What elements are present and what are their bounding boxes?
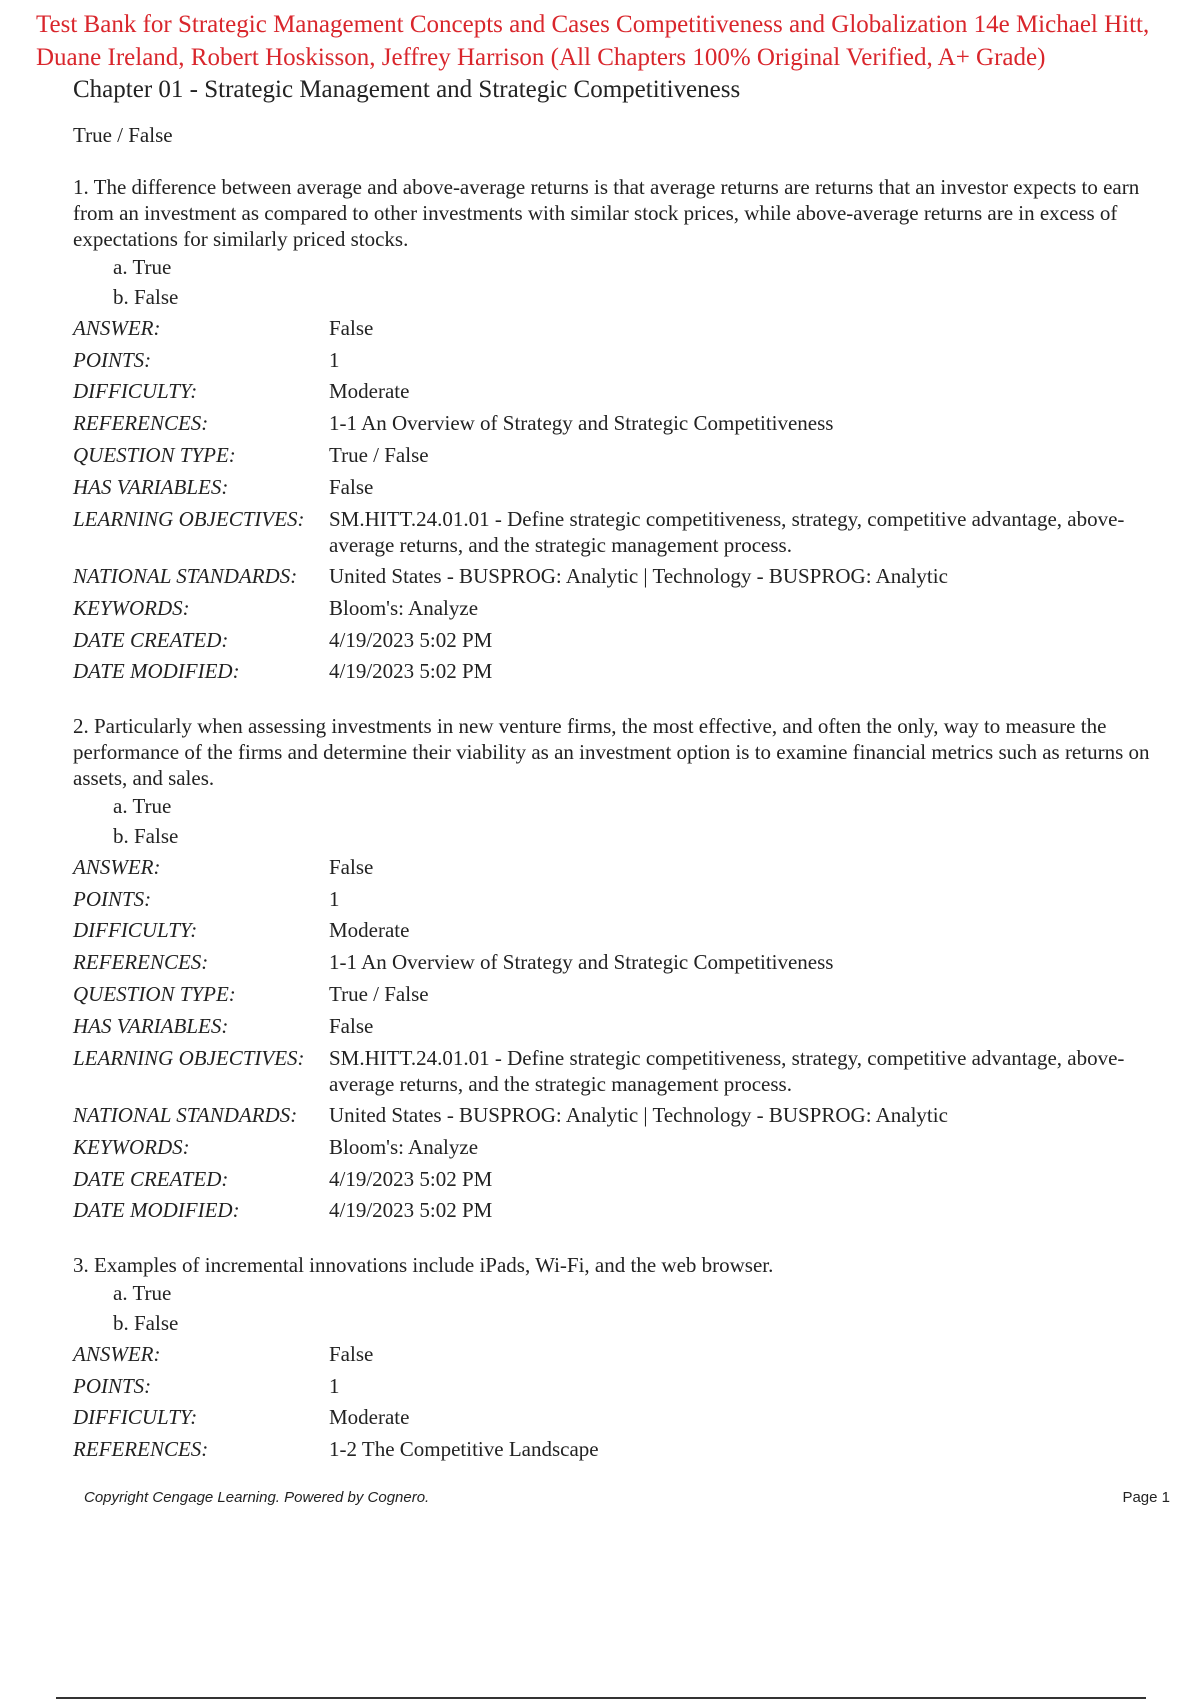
- meta-row-question-type: [73, 440, 1159, 472]
- meta-row-date-created: [73, 1164, 1159, 1196]
- meta-row-has-variables: [73, 472, 1159, 504]
- meta-value: 4/19/2023 5:02 PM: [329, 1166, 493, 1191]
- question-text: 2. Particularly when assessing investments in new venture firms, the most effective, and often the only, way to measure the performance of the firms and determine their viability as an investment option is to examine financial metrics such as returns on assets, and sales.: [73, 714, 1150, 790]
- meta-row-learning-objectives: [73, 1042, 1159, 1100]
- meta-value: 1: [329, 347, 340, 372]
- meta-value: False: [329, 474, 374, 499]
- meta-key: DIFFICULTY:: [73, 1405, 198, 1430]
- meta-key: QUESTION TYPE:: [73, 981, 236, 1006]
- question-1: [73, 174, 1163, 688]
- meta-key: ANSWER:: [73, 855, 161, 879]
- meta-row-date-created: [73, 625, 1159, 657]
- option-false: b. False: [113, 824, 179, 848]
- meta-row-difficulty: [73, 376, 1159, 408]
- meta-row-question-type: [73, 979, 1159, 1011]
- meta-value: United States - BUSPROG: Analytic | Technology - BUSPROG: Analytic: [329, 564, 948, 589]
- meta-value: Moderate: [329, 1405, 410, 1430]
- meta-key: REFERENCES:: [73, 1437, 209, 1462]
- meta-key: KEYWORDS:: [73, 1134, 190, 1159]
- document-title: Test Bank for Strategic Management Concepts and Cases Competitiveness and Globalization 14e Michael Hitt, Duane Ireland, Robert Hoskisson, Jeffrey Harrison (All Chapters 100% Original Verified, A+ Grade): [36, 11, 1150, 71]
- meta-value: Bloom's: Analyze: [329, 595, 479, 620]
- meta-row-answer: [73, 1339, 1159, 1371]
- meta-row-national-standards: [73, 1100, 1159, 1132]
- meta-value: Moderate: [329, 918, 410, 943]
- meta-value: Moderate: [329, 379, 410, 404]
- meta-key: NATIONAL STANDARDS:: [73, 1103, 298, 1128]
- meta-row-answer: [73, 313, 1159, 345]
- question-metadata: [73, 313, 1159, 688]
- question-metadata: [73, 1339, 1159, 1466]
- option-true: a. True: [113, 794, 172, 818]
- bottom-divider: [56, 1697, 1146, 1699]
- meta-value: True / False: [329, 981, 429, 1006]
- meta-value: Bloom's: Analyze: [329, 1134, 479, 1159]
- question-3: [73, 1252, 1163, 1466]
- option-true: a. True: [113, 255, 172, 279]
- section-label: True / False: [73, 123, 173, 147]
- meta-value: False: [329, 1013, 374, 1038]
- meta-row-difficulty: [73, 1402, 1159, 1434]
- meta-key: QUESTION TYPE:: [73, 442, 236, 467]
- meta-key: POINTS:: [73, 347, 152, 372]
- meta-key: DIFFICULTY:: [73, 379, 198, 404]
- meta-row-has-variables: [73, 1011, 1159, 1043]
- meta-row-answer: [73, 852, 1159, 884]
- meta-row-date-modified: [73, 656, 1159, 688]
- meta-key: DATE CREATED:: [73, 1166, 229, 1191]
- meta-key: ANSWER:: [73, 316, 161, 340]
- meta-value: False: [329, 1342, 374, 1366]
- meta-value: 1-1 An Overview of Strategy and Strategic Competitiveness: [329, 411, 834, 436]
- meta-value: 4/19/2023 5:02 PM: [329, 659, 493, 684]
- meta-key: DATE MODIFIED:: [73, 1198, 240, 1223]
- answer-options: [73, 791, 1163, 851]
- option-false: b. False: [113, 285, 179, 309]
- meta-value: 1: [329, 1373, 340, 1398]
- meta-value: SM.HITT.24.01.01 - Define strategic competitiveness, strategy, competitive advantage, above-average returns, and the strategic management process.: [329, 1046, 1125, 1097]
- meta-row-references: [73, 408, 1159, 440]
- meta-row-keywords: [73, 1132, 1159, 1164]
- meta-key: DATE MODIFIED:: [73, 659, 240, 684]
- option-false: b. False: [113, 1311, 179, 1335]
- meta-row-date-modified: [73, 1195, 1159, 1227]
- question-text: 1. The difference between average and above-average returns is that average returns are returns that an investor expects to earn from an investment as compared to other investments with similar stock prices, while above-average returns are in excess of expectations for similarly priced stocks.: [73, 175, 1140, 251]
- meta-key: KEYWORDS:: [73, 595, 190, 620]
- meta-key: HAS VARIABLES:: [73, 474, 229, 499]
- question-text: 3. Examples of incremental innovations include iPads, Wi-Fi, and the web browser.: [73, 1253, 774, 1277]
- meta-row-national-standards: [73, 561, 1159, 593]
- meta-value: 1-2 The Competitive Landscape: [329, 1437, 599, 1462]
- meta-row-points: [73, 884, 1159, 916]
- meta-key: REFERENCES:: [73, 950, 209, 975]
- meta-value: 1: [329, 886, 340, 911]
- meta-key: ANSWER:: [73, 1342, 161, 1366]
- meta-row-points: [73, 345, 1159, 377]
- meta-value: 4/19/2023 5:02 PM: [329, 1198, 493, 1223]
- question-metadata: [73, 852, 1159, 1227]
- page-number: Page 1: [1122, 1489, 1170, 1506]
- meta-row-points: [73, 1371, 1159, 1403]
- meta-value: False: [329, 855, 374, 879]
- meta-value: SM.HITT.24.01.01 - Define strategic competitiveness, strategy, competitive advantage, above-average returns, and the strategic management process.: [329, 507, 1125, 558]
- chapter-title: Chapter 01 - Strategic Management and Strategic Competitiveness: [73, 76, 741, 103]
- meta-row-difficulty: [73, 915, 1159, 947]
- option-true: a. True: [113, 1281, 172, 1305]
- footer-copyright: Copyright Cengage Learning. Powered by Cognero.: [84, 1489, 430, 1506]
- meta-value: 4/19/2023 5:02 PM: [329, 627, 493, 652]
- meta-key: REFERENCES:: [73, 411, 209, 436]
- meta-value: 1-1 An Overview of Strategy and Strategic Competitiveness: [329, 950, 834, 975]
- meta-row-learning-objectives: [73, 503, 1159, 561]
- question-2: [73, 713, 1163, 1227]
- meta-row-references: [73, 1434, 1159, 1466]
- meta-key: DATE CREATED:: [73, 627, 229, 652]
- meta-key: POINTS:: [73, 886, 152, 911]
- meta-key: LEARNING OBJECTIVES:: [73, 507, 305, 532]
- meta-value: True / False: [329, 442, 429, 467]
- answer-options: [73, 1278, 1163, 1338]
- meta-key: HAS VARIABLES:: [73, 1013, 229, 1038]
- meta-key: POINTS:: [73, 1373, 152, 1398]
- meta-key: LEARNING OBJECTIVES:: [73, 1046, 305, 1071]
- answer-options: [73, 252, 1163, 312]
- meta-value: False: [329, 316, 374, 340]
- meta-key: DIFFICULTY:: [73, 918, 198, 943]
- meta-value: United States - BUSPROG: Analytic | Technology - BUSPROG: Analytic: [329, 1103, 948, 1128]
- meta-key: NATIONAL STANDARDS:: [73, 564, 298, 589]
- meta-row-keywords: [73, 593, 1159, 625]
- meta-row-references: [73, 947, 1159, 979]
